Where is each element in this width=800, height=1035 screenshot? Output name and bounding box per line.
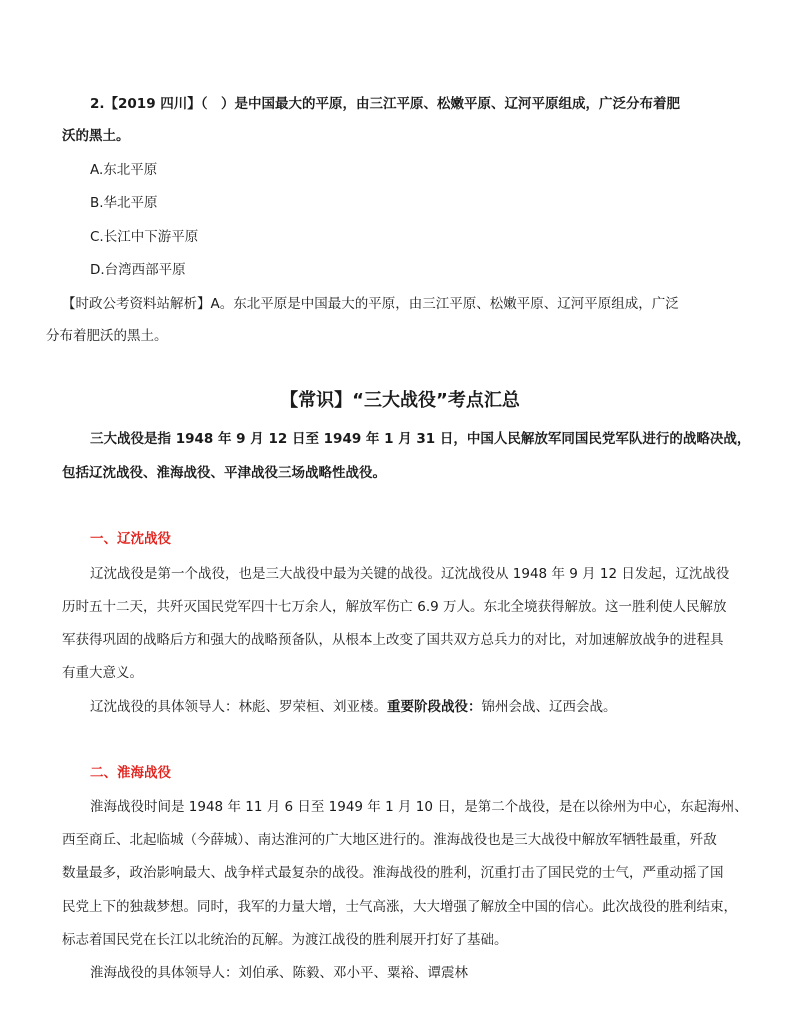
analysis-line2: 分布着肥沃的黑土。 (46, 328, 168, 344)
section2-p1-line3: 数量最多，政治影响最大、战争样式最复杂的战役。淮海战役的胜利，沉重打击了国民党的士气，严重动摇了国 (62, 865, 724, 881)
option-a: A.东北平原 (90, 162, 158, 178)
section1-p1-line3: 军获得巩固的战略后方和强大的战略预备队，从根本上改变了国共双方总兵力的对比，对加速解放战争的进程具 (62, 632, 724, 648)
question-stem-line1: 2.【2019 四川】（ ）是中国最大的平原，由三江平原、松嫩平原、辽河平原组成，广泛分布着肥 (90, 96, 681, 112)
section1-stage-label: 重要阶段战役： (387, 699, 482, 715)
option-b: B.华北平原 (90, 195, 158, 211)
section2-heading: 二、淮海战役 (90, 765, 171, 781)
section1-p1-line2: 历时五十二天，共歼灭国民党军四十七万余人，解放军伤亡 6.9 万人。东北全境获得解放。这一胜利使人民解放 (62, 599, 727, 615)
analysis-line1: 【时政公考资料站解析】A。东北平原是中国最大的平原，由三江平原、松嫩平原、辽河平原组成，广泛 (62, 296, 679, 312)
section2-p1-line4: 民党上下的独裁梦想。同时，我军的力量大增，士气高涨，大大增强了解放全中国的信心。此次战役的胜利结束， (62, 899, 737, 915)
section2-p1-line5: 标志着国民党在长江以北统治的瓦解。为渡江战役的胜利展开打好了基础。 (62, 932, 508, 948)
option-c: C.长江中下游平原 (90, 229, 199, 245)
article-title: 【常识】“三大战役”考点汇总 (280, 390, 520, 411)
section1-stage-value: 锦州会战、辽西会战。 (481, 699, 617, 715)
section1-leaders (90, 698, 617, 716)
section1-p1-line4: 有重大意义。 (62, 665, 143, 681)
section2-p1-line1: 淮海战役时间是 1948 年 11 月 6 日至 1949 年 1 月 10 日，是第二个战役，是在以徐州为中心，东起海州、 (90, 799, 748, 815)
section2-leaders: 淮海战役的具体领导人：刘伯承、陈毅、邓小平、粟裕、谭震林 (90, 965, 468, 981)
intro-line1: 三大战役是指 1948 年 9 月 12 日至 1949 年 1 月 31 日，中国人民解放军同国民党军队进行的战略决战， (90, 431, 751, 447)
question-stem-line2: 沃的黑土。 (62, 128, 130, 144)
section1-heading: 一、辽沈战役 (90, 531, 171, 547)
section1-leaders-text: 辽沈战役的具体领导人：林彪、罗荣桓、刘亚楼。 (90, 699, 387, 715)
intro-line2: 包括辽沈战役、淮海战役、平津战役三场战略性战役。 (62, 465, 386, 481)
section2-p1-line2: 西至商丘、北起临城（今薛城）、南达淮河的广大地区进行的。淮海战役也是三大战役中解放军牺牲最重，歼敌 (62, 832, 717, 848)
section1-p1-line1: 辽沈战役是第一个战役，也是三大战役中最为关键的战役。辽沈战役从 1948 年 9 月 12 日发起，辽沈战役 (90, 566, 730, 582)
option-d: D.台湾西部平原 (90, 262, 186, 278)
